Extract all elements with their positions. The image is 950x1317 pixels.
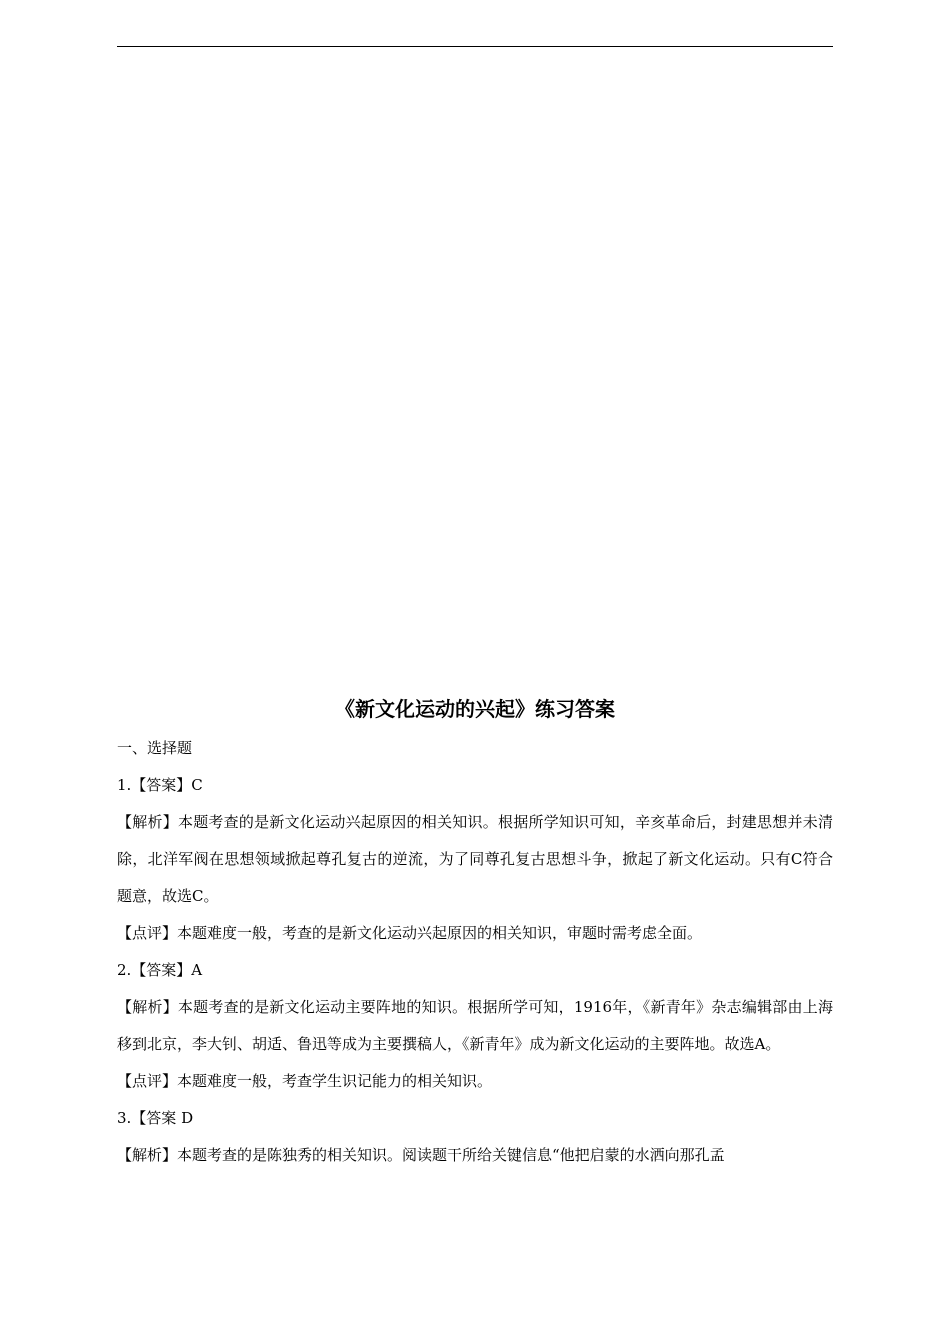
answer-line: 2.【答案】A	[117, 961, 203, 979]
document-body	[117, 690, 833, 1174]
comment-line: 【点评】本题难度一般，考查的是新文化运动兴起原因的相关知识，审题时需考虑全面。	[117, 924, 703, 942]
question-item-2	[117, 952, 833, 1100]
header-rule	[117, 46, 833, 47]
comment-line: 【点评】本题难度一般，考查学生识记能力的相关知识。	[117, 1072, 493, 1090]
analysis-paragraph: 【解析】本题考查的是新文化运动主要阵地的知识。根据所学可知，1916年，《新青年》杂志编辑部由上海移到北京，李大钊、胡适、鲁迅等成为主要撰稿人，《新青年》成为新文化运动的主要阵地。故选A。	[117, 998, 833, 1053]
question-item-1	[117, 767, 833, 952]
document-title: 《新文化运动的兴起》练习答案	[335, 697, 615, 721]
analysis-paragraph: 【解析】本题考查的是新文化运动兴起原因的相关知识。根据所学知识可知，辛亥革命后，封建思想并未清除，北洋军阀在思想领域掀起尊孔复古的逆流，为了同尊孔复古思想斗争，掀起了新文化运动。只有C符合题意，故选C。	[117, 813, 833, 905]
answer-line: 3.【答案 D	[117, 1109, 194, 1127]
answer-line: 1.【答案】C	[117, 776, 203, 794]
section-heading: 一、选择题	[117, 739, 193, 757]
analysis-paragraph: 【解析】本题考查的是陈独秀的相关知识。阅读题干所给关键信息“他把启蒙的水洒向那孔孟	[117, 1146, 725, 1164]
question-item-3	[117, 1100, 833, 1174]
